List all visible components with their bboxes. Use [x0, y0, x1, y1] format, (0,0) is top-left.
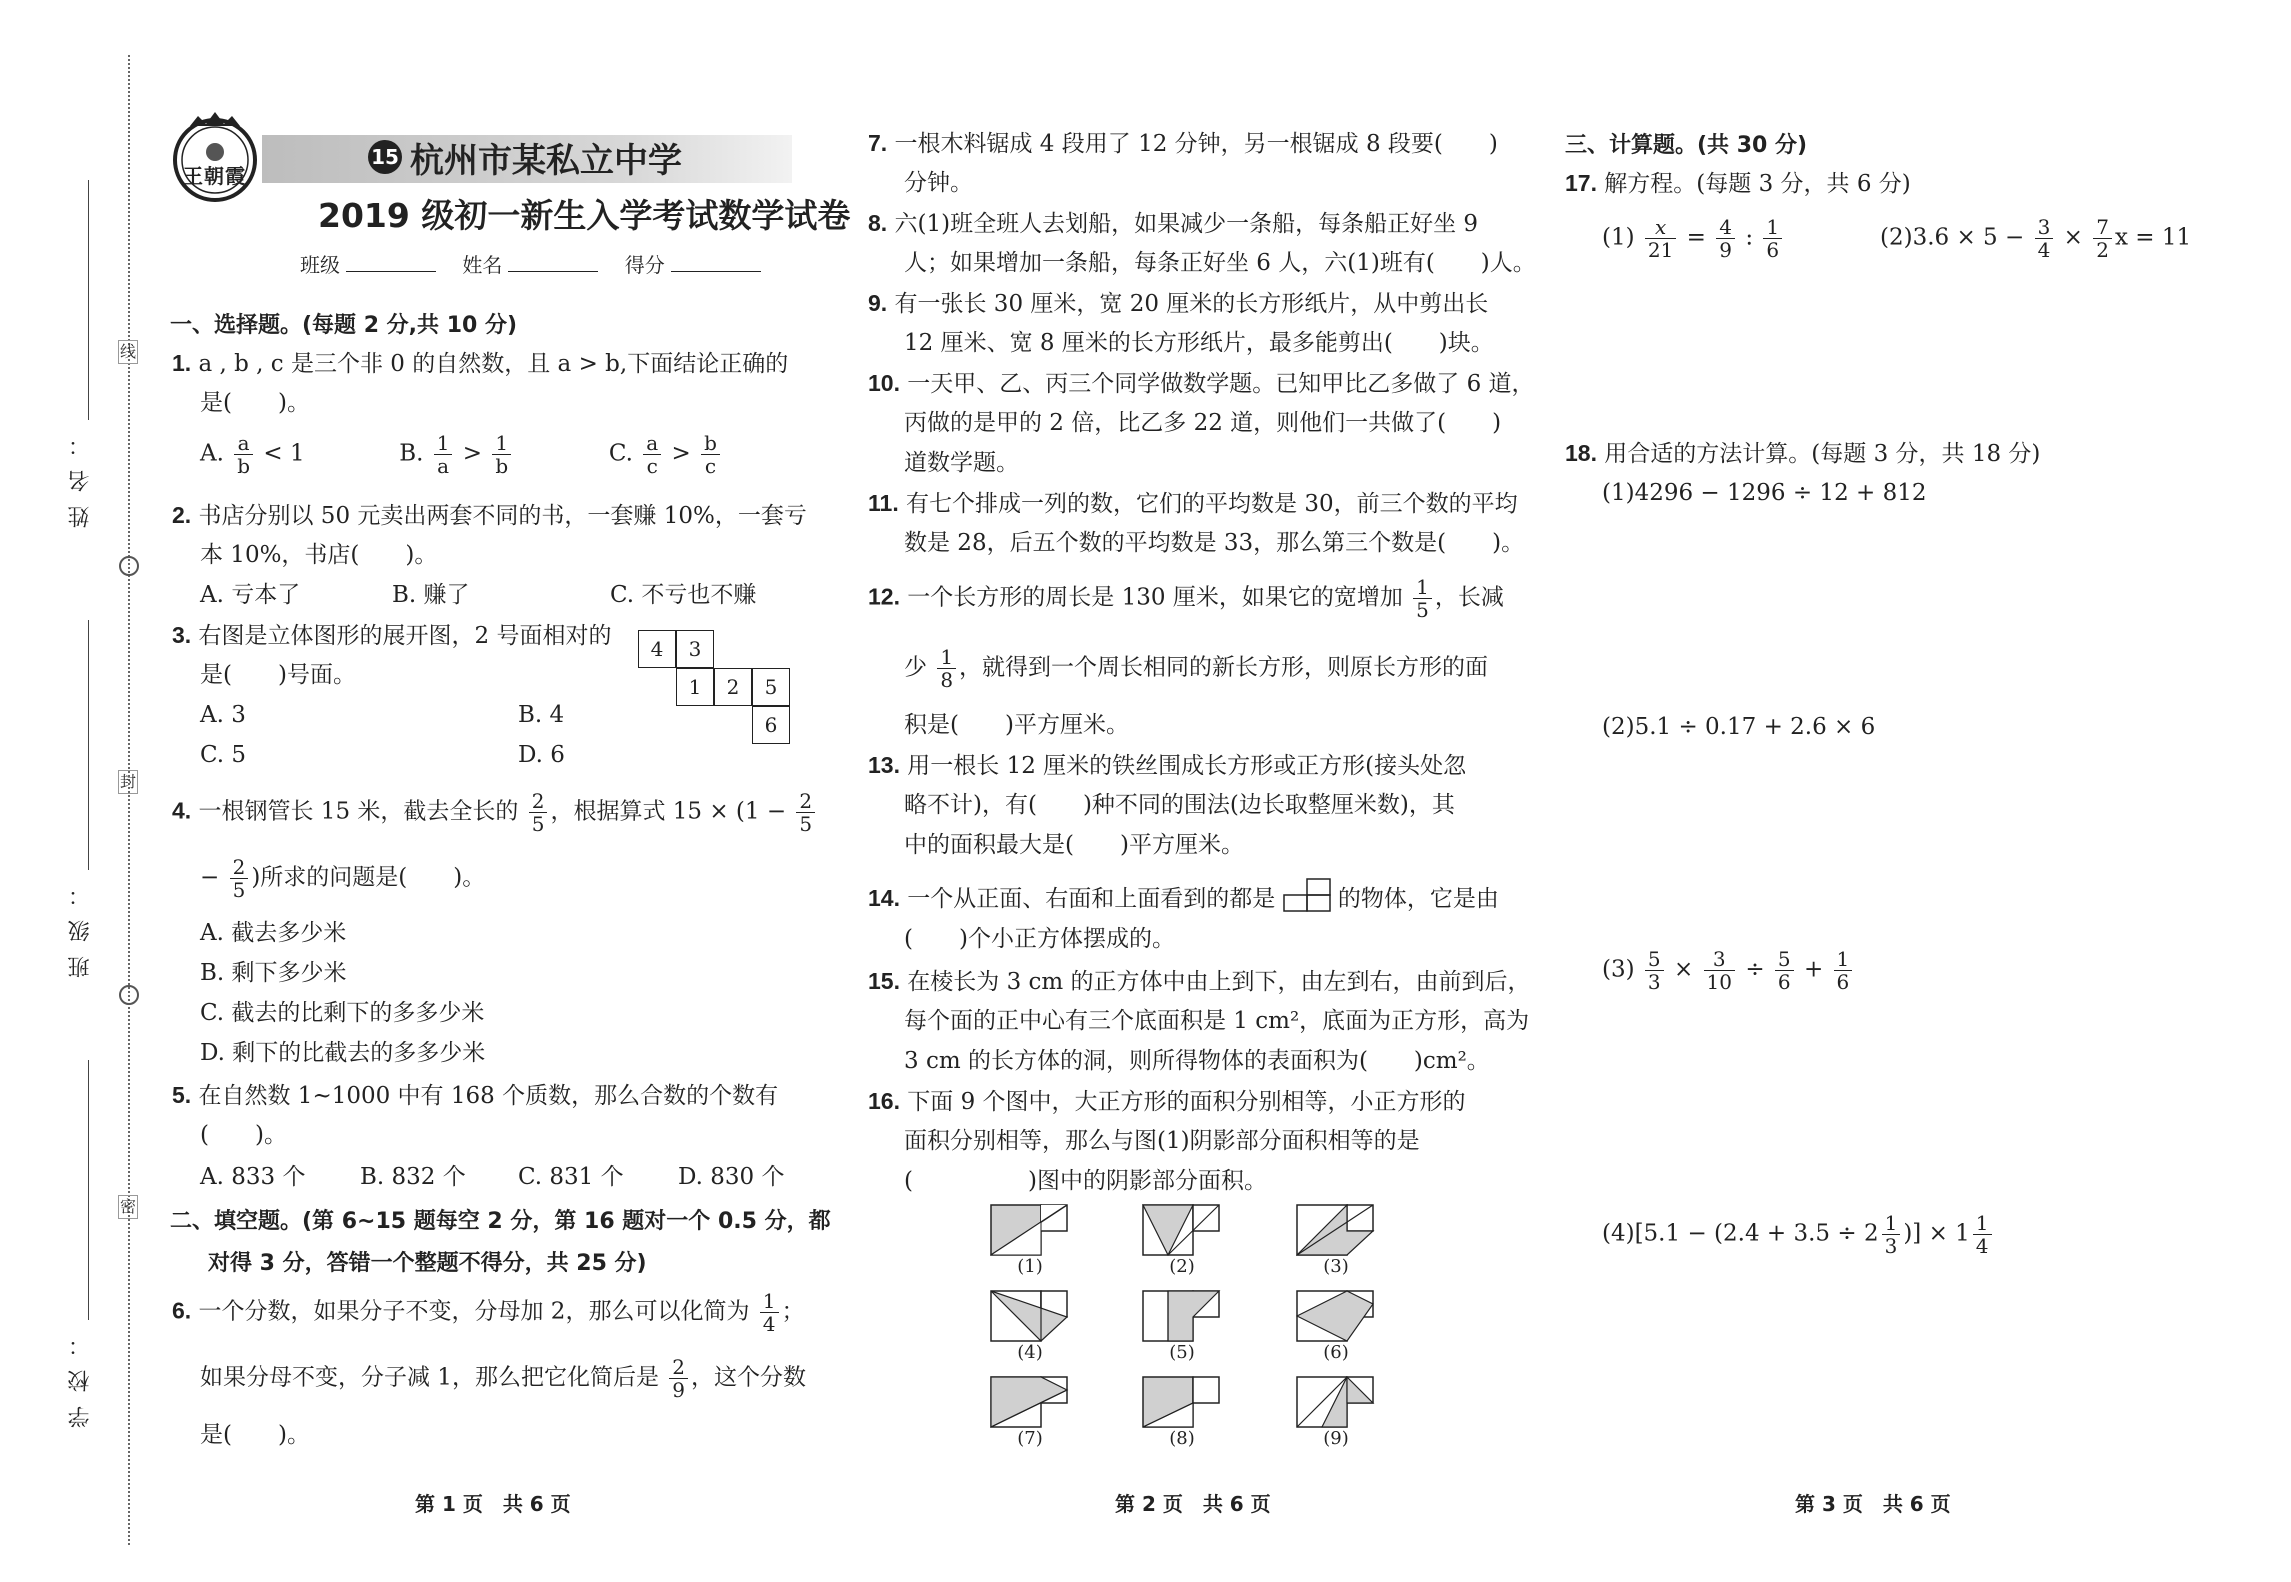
q2-option-c: C. 不亏也不赚 — [610, 582, 757, 608]
question-4: 4. 一根钢管长 15 米，截去全长的 $\frac{2}{5}$ ，根据算式 15 × (1 − $\frac{2}{5}$ — [172, 790, 818, 835]
figure-label-1: (1) — [1017, 1256, 1043, 1277]
shaded-figure-5 — [1142, 1290, 1222, 1346]
shaded-figure-1 — [990, 1204, 1070, 1260]
question-15-cont: 每个面的正中心有三个底面积是 1 cm²，底面为正方形，高为 — [904, 1008, 1530, 1034]
cube-net-figure: 4 3 1 2 5 6 — [638, 630, 798, 750]
page-footer-3: 第 3 页 共 6 页 — [1795, 1492, 1951, 1516]
question-16-cont2: ( )图中的阴影部分面积。 — [904, 1168, 1267, 1194]
question-5-cont: ( )。 — [200, 1122, 287, 1148]
question-6-cont: 如果分母不变，分子减 1，那么把它化简后是 $\frac{2}{9}$ ，这个分数 — [200, 1355, 806, 1402]
question-5: 5. 在自然数 1~1000 中有 168 个质数，那么合数的个数有 — [172, 1082, 779, 1109]
q4-option-b: B. 剩下多少米 — [200, 960, 347, 986]
q2-option-a: A. 亏本了 — [200, 582, 301, 608]
cut-mark-seal: 封 — [118, 770, 138, 794]
question-7: 7. 一根木料锯成 4 段用了 12 分钟，另一根锯成 8 段要( ) — [868, 130, 1498, 157]
shaded-figure-8 — [1142, 1376, 1222, 1432]
figure-label-9: (9) — [1323, 1428, 1349, 1449]
q2-option-b: B. 赚了 — [392, 582, 470, 608]
circle-mark-icon — [119, 556, 139, 576]
question-6-cont2: 是( )。 — [200, 1422, 310, 1448]
underline-name — [88, 180, 89, 420]
q4-option-d: D. 剩下的比截去的多多少米 — [200, 1040, 486, 1066]
q3-option-d: D. 6 — [518, 742, 565, 768]
q3-option-a: A. 3 — [200, 702, 246, 728]
underline-school — [88, 1060, 89, 1320]
section-1-heading: 一、选择题。(每题 2 分,共 10 分) — [170, 313, 518, 338]
underline-class — [88, 620, 89, 870]
shaded-figure-3 — [1296, 1204, 1376, 1260]
question-4-cont: − $\frac{2}{5}$ )所求的问题是( )。 — [200, 855, 486, 902]
page-footer-2: 第 2 页 共 6 页 — [1115, 1492, 1271, 1516]
question-3-cont: 是( )号面。 — [200, 662, 356, 688]
q3-option-b: B. 4 — [518, 702, 565, 728]
page-title: 2019 级初一新生入学考试数学试卷 — [318, 196, 851, 235]
q5-option-b: B. 832 个 — [360, 1164, 466, 1190]
equation-17-1: (1) $\frac{x}{21}$ = $\frac{4}{9}$ : $\frac{1}{6}$ — [1602, 216, 1785, 261]
expression-18-1: (1)4296 − 1296 ÷ 12 + 812 — [1602, 480, 1927, 506]
question-9: 9. 有一张长 30 厘米，宽 20 厘米的长方形纸片，从中剪出长 — [868, 290, 1489, 317]
question-3: 3. 右图是立体图形的展开图，2 号面相对的 — [172, 622, 612, 649]
question-14-cont: ( )个小正方体摆成的。 — [904, 926, 1175, 952]
shaded-figure-2 — [1142, 1204, 1222, 1260]
shaded-figure-9 — [1296, 1376, 1376, 1432]
page-footer-1: 第 1 页 共 6 页 — [415, 1492, 571, 1516]
question-12-cont2: 积是( )平方厘米。 — [904, 712, 1129, 738]
figure-label-2: (2) — [1169, 1256, 1195, 1277]
q4-option-a: A. 截去多少米 — [200, 920, 347, 946]
figure-label-6: (6) — [1323, 1342, 1349, 1363]
logo-text: 王朝霞 — [183, 164, 246, 188]
shaded-figure-6 — [1296, 1290, 1376, 1346]
expression-18-2: (2)5.1 ÷ 0.17 + 2.6 × 6 — [1602, 714, 1876, 740]
question-10: 10. 一天甲、乙、丙三个同学做数学题。已知甲比乙多做了 6 道， — [868, 370, 1535, 397]
section-2-heading-cont: 对得 3 分，答错一个整题不得分，共 25 分) — [208, 1251, 647, 1276]
q4-option-c: C. 截去的比剩下的多多少米 — [200, 1000, 485, 1026]
question-14: 14. 一个从正面、右面和上面看到的都是 的物体，它是由 — [868, 878, 1499, 922]
expression-18-4: (4)[5.1 − (2.4 + 3.5 ÷ 2 $\frac{1}{3}$ )] × 1 $\frac{1}{4}$ — [1602, 1212, 1995, 1257]
question-7-cont: 分钟。 — [904, 170, 973, 196]
figure-label-5: (5) — [1169, 1342, 1195, 1363]
cut-mark-line: 线 — [118, 340, 138, 364]
question-10-cont: 丙做的是甲的 2 倍，比乙多 22 道，则他们一共做了( ) — [904, 410, 1502, 436]
question-13-cont: 略不计)，有( )种不同的围法(边长取整厘米数)，其 — [904, 792, 1455, 818]
q5-option-c: C. 831 个 — [518, 1164, 624, 1190]
label-school: 学校： — [68, 1320, 93, 1428]
section-2-heading: 二、填空题。(第 6~15 题每空 2 分，第 16 题对一个 0.5 分，都 — [170, 1209, 831, 1234]
section-3-heading: 三、计算题。(共 30 分) — [1565, 133, 1808, 158]
q5-option-a: A. 833 个 — [200, 1164, 306, 1190]
question-1-cont: 是( )。 — [200, 390, 310, 416]
title-badge: 15 — [368, 140, 402, 174]
question-10-cont2: 道数学题。 — [904, 450, 1019, 476]
question-8-cont: 人；如果增加一条船，每条正好坐 6 人，六(1)班有( )人。 — [904, 250, 1536, 276]
question-2: 2. 书店分别以 50 元卖出两套不同的书，一套赚 10%，一套亏 — [172, 502, 807, 529]
binding-line — [128, 55, 130, 1545]
question-8: 8. 六(1)班全班人去划船，如果减少一条船，每条船正好坐 9 — [868, 210, 1479, 237]
label-name: 姓名： — [68, 420, 93, 528]
student-fields: 班级 姓名 得分 — [300, 248, 761, 282]
question-12: 12. 一个长方形的周长是 130 厘米，如果它的宽增加 $\frac{1}{5}$ ，长减 — [868, 575, 1504, 622]
figure-label-7: (7) — [1017, 1428, 1043, 1449]
question-1: 1. a , b , c 是三个非 0 的自然数，且 a > b,下面结论正确的 — [172, 350, 789, 377]
question-6: 6. 一个分数，如果分子不变，分母加 2，那么可以化简为 $\frac{1}{4}$ ； — [172, 1289, 805, 1336]
question-17: 17. 解方程。(每题 3 分，共 6 分) — [1565, 170, 1911, 197]
question-11-cont: 数是 28，后五个数的平均数是 33，那么第三个数是( )。 — [904, 530, 1525, 556]
question-9-cont: 12 厘米、宽 8 厘米的长方形纸片，最多能剪出( )块。 — [904, 330, 1494, 356]
school-name: 杭州市某私立中学 — [410, 141, 682, 181]
shaded-figure-7 — [990, 1376, 1070, 1432]
question-16-cont: 面积分别相等，那么与图(1)阴影部分面积相等的是 — [904, 1128, 1420, 1154]
question-2-cont: 本 10%，书店( )。 — [200, 542, 438, 568]
circle-mark-icon — [119, 985, 139, 1005]
q5-option-d: D. 830 个 — [678, 1164, 785, 1190]
question-13-cont2: 中的面积最大是( )平方厘米。 — [904, 832, 1244, 858]
figure-label-4: (4) — [1017, 1342, 1043, 1363]
label-class: 班级： — [68, 870, 93, 978]
question-18: 18. 用合适的方法计算。(每题 3 分，共 18 分) — [1565, 440, 2041, 467]
three-square-icon — [1283, 878, 1331, 922]
q3-option-c: C. 5 — [200, 742, 247, 768]
figure-label-8: (8) — [1169, 1428, 1195, 1449]
question-16: 16. 下面 9 个图中，大正方形的面积分别相等，小正方形的 — [868, 1088, 1466, 1115]
equation-17-2: (2)3.6 × 5 − $\frac{3}{4}$ × $\frac{7}{2}$ x = 11 — [1880, 215, 2192, 262]
question-12-cont: 少 $\frac{1}{8}$ ，就得到一个周长相同的新长方形，则原长方形的面 — [904, 645, 1489, 692]
shaded-figure-4 — [990, 1290, 1070, 1346]
cut-mark-secret: 密 — [118, 1195, 138, 1219]
figure-label-3: (3) — [1323, 1256, 1349, 1277]
expression-18-3: (3) $\frac{5}{3}$ × $\frac{3}{10}$ ÷ $\frac{5}{6}$ + $\frac{1}{6}$ — [1602, 948, 1855, 993]
question-11: 11. 有七个排成一列的数，它们的平均数是 30，前三个数的平均 — [868, 490, 1518, 517]
question-13: 13. 用一根长 12 厘米的铁丝围成长方形或正方形(接头处忽 — [868, 752, 1467, 779]
question-1-options: A. $\frac{a}{b}$ < 1 B. $\frac{1}{a}$ > $\frac{1}{b}$ C. $\frac{a}{c}$ > $\frac{b}{c}$ — [200, 432, 723, 477]
question-15-cont2: 3 cm 的长方体的洞，则所得物体的表面积为( )cm²。 — [904, 1048, 1490, 1074]
question-15: 15. 在棱长为 3 cm 的正方体中由上到下，由左到右，由前到后， — [868, 968, 1531, 995]
